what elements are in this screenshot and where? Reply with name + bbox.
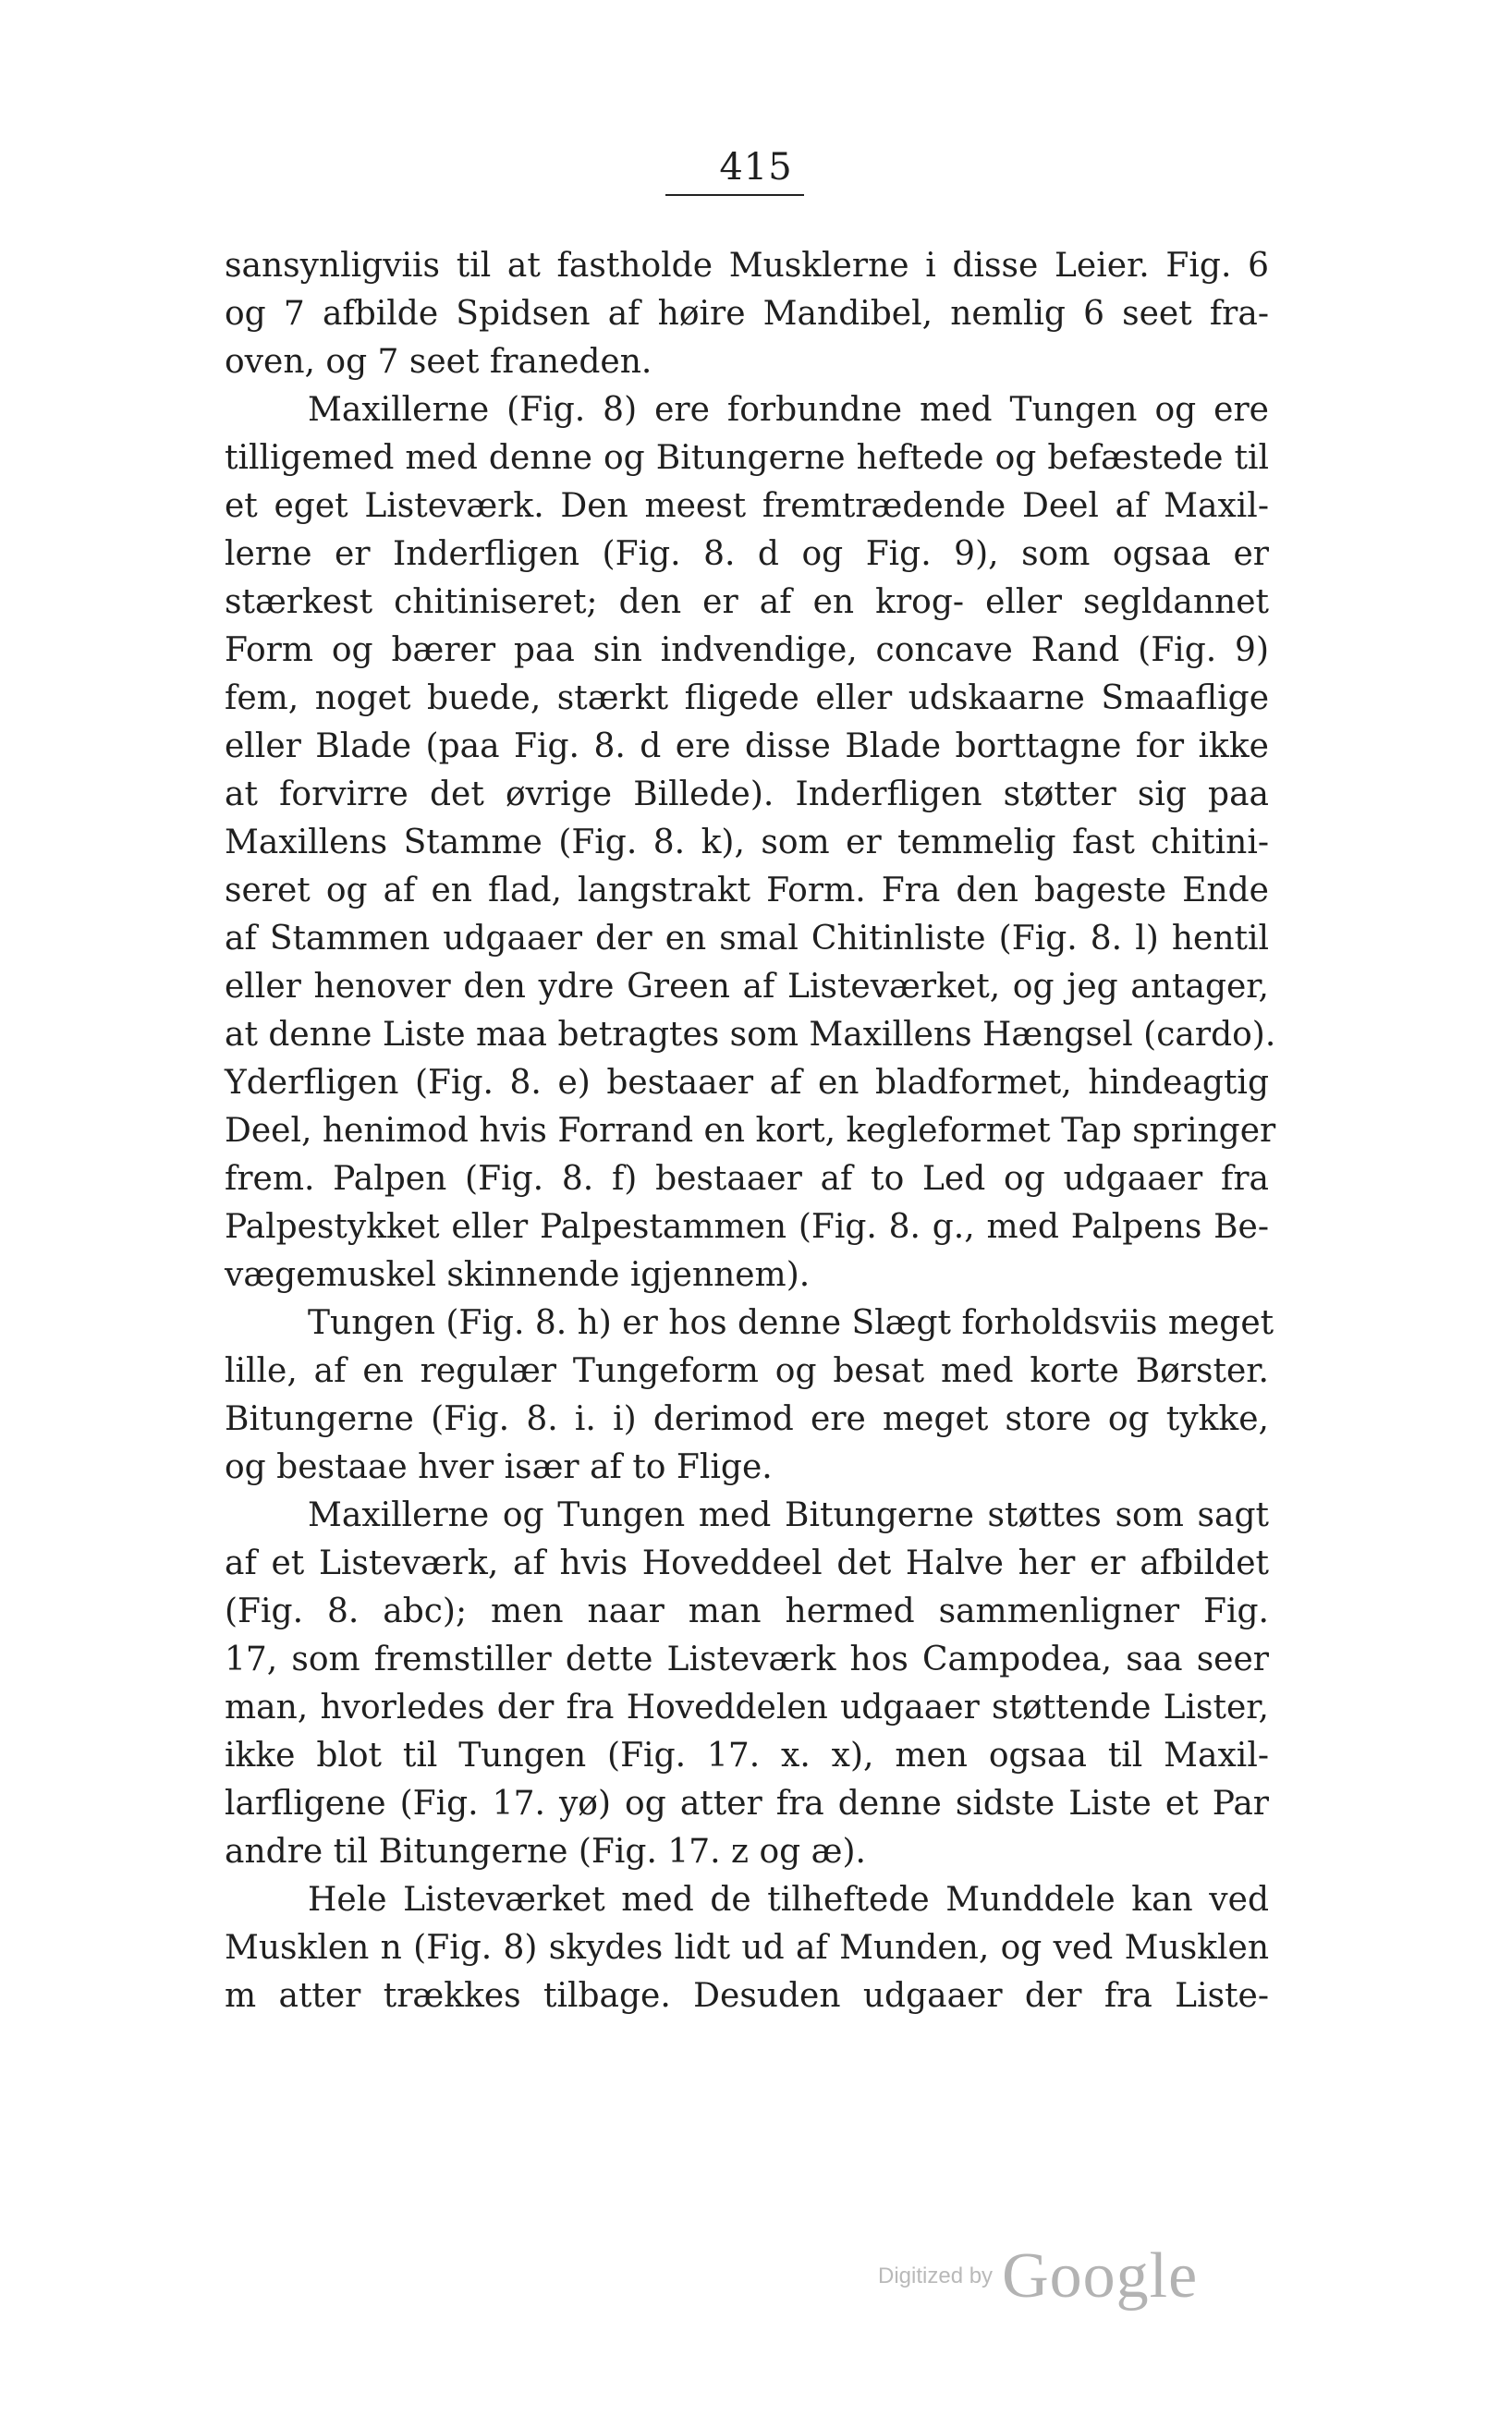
text-line: Form og bærer paa sin indvendige, concave Rand (Fig. 9) <box>225 631 1269 669</box>
text-line: larfligene (Fig. 17. yø) og atter fra denne sidste Liste et Par <box>225 1785 1269 1823</box>
text-line: og 7 afbilde Spidsen af høire Mandibel, nemlig 6 seet fra- <box>225 295 1269 333</box>
digitized-watermark <box>878 2235 1198 2318</box>
text-line: oven, og 7 seet franeden. <box>225 343 652 381</box>
body-text <box>225 242 1276 2020</box>
text-line: stærkest chitiniseret; den er af en krog- eller segldannet <box>225 583 1269 621</box>
text-line: lerne er Inderfligen (Fig. 8. d og Fig. 9), som ogsaa er <box>225 535 1269 573</box>
text-line: Hele Listeværket med de tilheftede Munddele kan ved <box>308 1881 1269 1919</box>
text-line: andre til Bitungerne (Fig. 17. z og æ). <box>225 1833 866 1871</box>
text-line: Tungen (Fig. 8. h) er hos denne Slægt forholdsviis meget <box>308 1304 1274 1342</box>
text-line: et eget Listeværk. Den meest fremtrædende Deel af Maxil- <box>225 487 1269 525</box>
text-line: Palpestykket eller Palpestammen (Fig. 8. g., med Palpens Be- <box>225 1208 1269 1246</box>
text-line: sansynligviis til at fastholde Musklerne i disse Leier. Fig. 6 <box>225 247 1269 285</box>
text-line: Maxillerne (Fig. 8) ere forbundne med Tungen og ere <box>308 391 1269 429</box>
text-line: seret og af en flad, langstrakt Form. Fra den bageste Ende <box>225 872 1269 909</box>
text-line: (Fig. 8. abc); men naar man hermed sammenligner Fig. <box>225 1592 1269 1630</box>
text-line: lille, af en regulær Tungeform og besat med korte Børster. <box>225 1352 1269 1390</box>
text-line: Deel, henimod hvis Forrand en kort, kegleformet Tap springer <box>225 1112 1276 1150</box>
text-line: ikke blot til Tungen (Fig. 17. x. x), men ogsaa til Maxil- <box>225 1737 1269 1775</box>
page-number: 415 <box>719 146 793 189</box>
text-line: frem. Palpen (Fig. 8. f) bestaaer af to Led og udgaaer fra <box>225 1160 1269 1198</box>
google-logo: Google <box>1002 2240 1199 2312</box>
text-line: at forvirre det øvrige Billede). Inderfligen støtter sig paa <box>225 775 1269 813</box>
text-line: at denne Liste maa betragtes som Maxillens Hængsel (cardo). <box>225 1016 1276 1054</box>
digitized-by-label: Digitized by <box>878 2263 994 2288</box>
text-line: eller Blade (paa Fig. 8. d ere disse Blade borttagne for ikke <box>225 727 1269 765</box>
text-line: Maxillens Stamme (Fig. 8. k), som er temmelig fast chitini- <box>225 824 1269 861</box>
text-line: fem, noget buede, stærkt fligede eller udskaarne Smaaflige <box>225 679 1269 717</box>
text-line: Maxillerne og Tungen med Bitungerne støttes som sagt <box>308 1496 1269 1534</box>
text-line: man, hvorledes der fra Hoveddelen udgaaer støttende Lister, <box>225 1689 1269 1727</box>
text-line: Bitungerne (Fig. 8. i. i) derimod ere meget store og tykke, <box>225 1400 1269 1438</box>
text-line: og bestaae hver især af to Flige. <box>225 1448 773 1486</box>
text-line: Musklen n (Fig. 8) skydes lidt ud af Munden, og ved Musklen <box>225 1929 1269 1967</box>
text-line: vægemuskel skinnende igjennem). <box>225 1256 811 1294</box>
text-line: m atter trækkes tilbage. Desuden udgaaer der fra Liste- <box>225 1977 1269 2015</box>
text-line: af Stammen udgaaer der en smal Chitinliste (Fig. 8. l) hentil <box>225 920 1269 958</box>
text-line: eller henover den ydre Green af Listeværket, og jeg antager, <box>225 968 1269 1006</box>
text-line: af et Listeværk, af hvis Hoveddeel det Halve her er afbildet <box>225 1544 1269 1582</box>
text-line: tilligemed med denne og Bitungerne heftede og befæstede til <box>225 439 1269 477</box>
page-number-rule <box>665 194 804 196</box>
text-line: 17, som fremstiller dette Listeværk hos Campodea, saa seer <box>225 1641 1269 1678</box>
text-line: Yderfligen (Fig. 8. e) bestaaer af en bladformet, hindeagtig <box>225 1064 1269 1102</box>
